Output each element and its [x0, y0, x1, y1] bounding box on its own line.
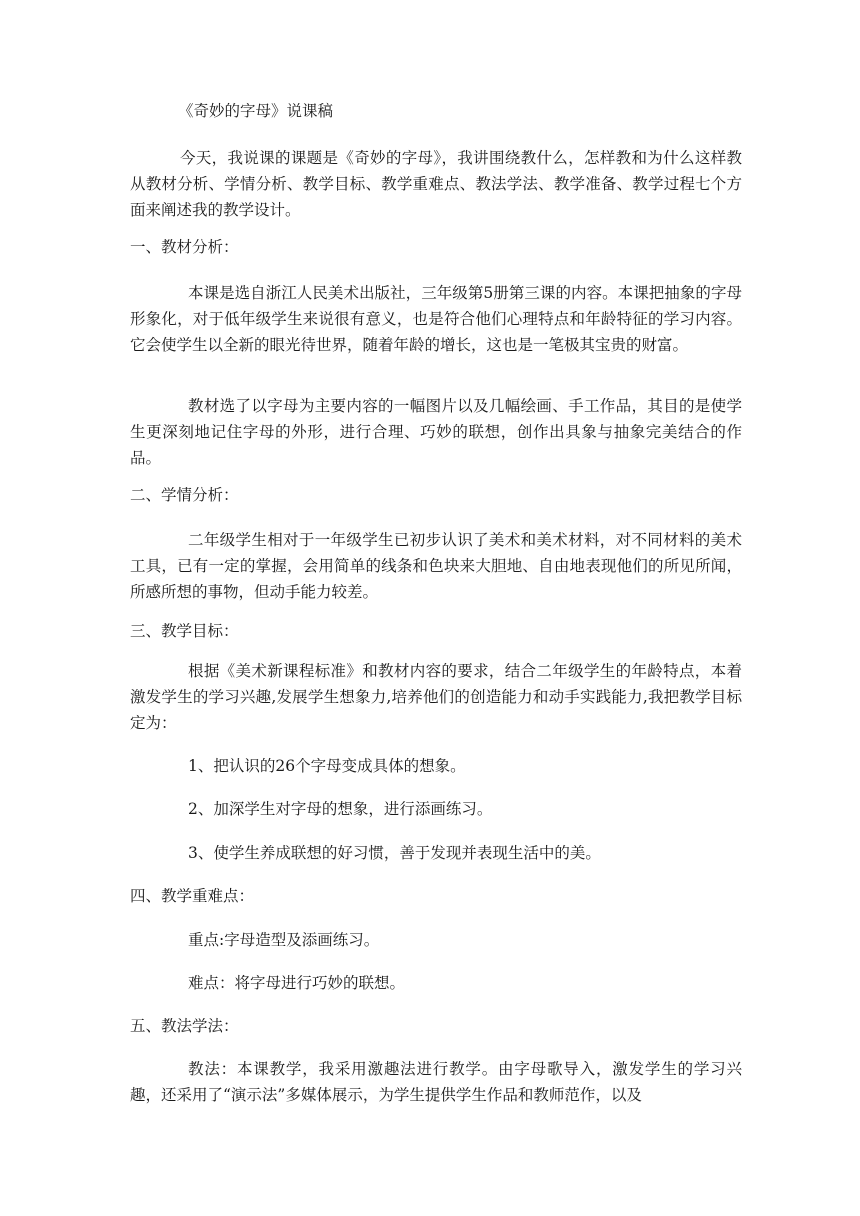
section-heading-4: 四、教学重难点：: [130, 887, 255, 905]
section-1-paragraph-2: 教材选了以字母为主要内容的一幅图片以及几幅绘画、手工作品，其目的是使学生更深刻地记住字母的外形，进行合理、巧妙的联想，创作出具象与抽象完美结合的作品。: [130, 397, 742, 467]
section-heading-2: 二、学情分析：: [130, 486, 239, 504]
objective-item-1: 1、把认识的26个字母变成具体的想象。: [188, 757, 466, 775]
intro-paragraph: 今天，我说课的课题是《奇妙的字母》，我讲围绕教什么，怎样教和为什么这样教从教材分析、学情分析、教学目标、教学重难点、教法学法、教学准备、教学过程七个方面来阐述我的教学设计。: [130, 149, 742, 219]
objective-item-2: 2、加深学生对字母的想象，进行添画练习。: [188, 800, 493, 818]
section-3-paragraph-1: 根据《美术新课程标准》和教材内容的要求，结合二年级学生的年龄特点，本着激发学生的学习兴趣,发展学生想象力,培养他们的创造能力和动手实践能力,我把教学目标定为：: [130, 662, 742, 732]
section-2-paragraph-1: 二年级学生相对于一年级学生已初步认识了美术和美术材料，对不同材料的美术工具，已有一定的掌握，会用简单的线条和色块来大胆地、自由地表现他们的所见所闻，所感所想的事物，但动手能力较差。: [130, 531, 742, 601]
key-point-item: 重点:字母造型及添画练习。: [188, 931, 380, 949]
document-title: 《奇妙的字母》说课稿: [178, 102, 334, 120]
difficult-point-item: 难点：将字母进行巧妙的联想。: [188, 974, 406, 992]
section-heading-1: 一、教材分析：: [130, 238, 239, 256]
section-heading-5: 五、教法学法：: [130, 1017, 239, 1035]
objective-item-3: 3、使学生养成联想的好习惯，善于发现并表现生活中的美。: [188, 844, 601, 862]
section-heading-3: 三、教学目标：: [130, 622, 239, 640]
section-5-paragraph-1: 教法：本课教学，我采用激趣法进行教学。由字母歌导入，激发学生的学习兴趣，还采用了“演示法”多媒体展示，为学生提供学生作品和教师范作，以及: [130, 1060, 742, 1104]
section-1-paragraph-1: 本课是选自浙江人民美术出版社，三年级第5册第三课的内容。本课把抽象的字母形象化，对于低年级学生来说很有意义，也是符合他们心理特点和年龄特征的学习内容。它会使学生以全新的眼光待世界，随着年龄的增长，这也是一笔极其宝贵的财富。: [130, 284, 742, 354]
